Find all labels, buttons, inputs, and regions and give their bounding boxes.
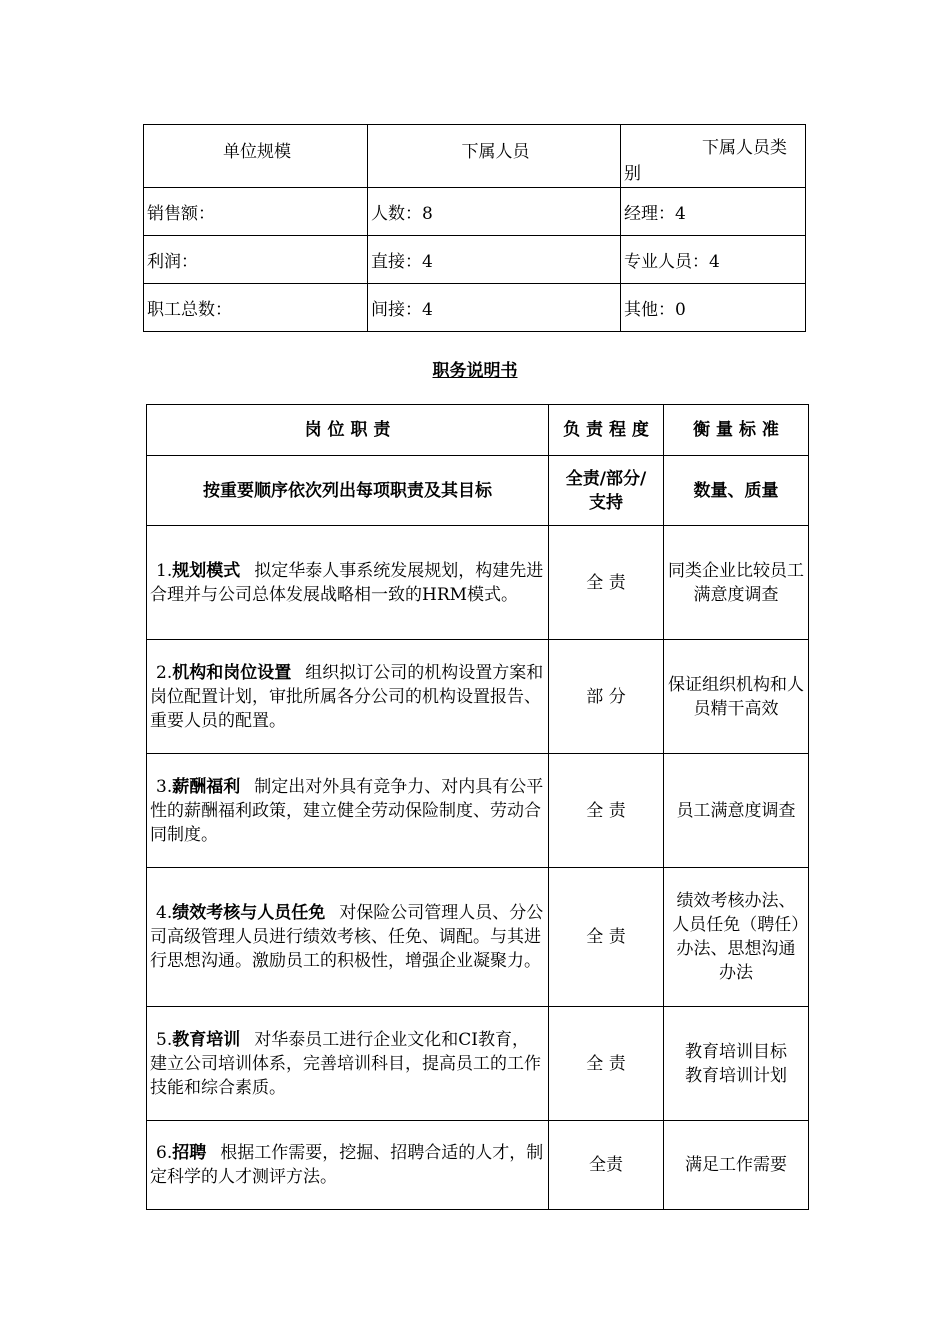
duty-text: 制定出对外具有竞争力、对内具有公平性的薪酬福利政策，建立健全劳动保险制度、劳动合同制度。 bbox=[150, 776, 544, 845]
table-row bbox=[147, 1007, 809, 1121]
duty-text: 拟定华泰人事系统发展规划，构建先进合理并与公司总体发展战略相一致的HRM模式。 bbox=[150, 560, 544, 605]
staff-summary-table bbox=[143, 124, 806, 332]
duty-table-header-row bbox=[147, 405, 809, 456]
header-duty: 岗 位 职 责 bbox=[147, 405, 549, 456]
duty-cell bbox=[147, 640, 549, 754]
responsibility-cell: 全 责 bbox=[549, 526, 664, 640]
measure-cell: 同类企业比较员工满意度调查 bbox=[664, 526, 809, 640]
duty-cell bbox=[147, 1121, 549, 1210]
measure-cell: 员工满意度调查 bbox=[664, 754, 809, 868]
duty-number: 4. bbox=[156, 903, 173, 923]
table-row bbox=[147, 754, 809, 868]
header-responsibility: 负 责 程 度 bbox=[549, 405, 664, 456]
measure-cell: 绩效考核办法、人员任免（聘任）办法、思想沟通办法 bbox=[664, 868, 809, 1007]
table-row bbox=[147, 640, 809, 754]
duty-number: 1. bbox=[156, 560, 173, 581]
subheader-duty: 按重要顺序依次列出每项职责及其目标 bbox=[147, 456, 549, 526]
duty-title: 薪酬福利 bbox=[172, 776, 241, 797]
duty-title: 绩效考核与人员任免 bbox=[172, 903, 326, 923]
staff-table-header-row bbox=[144, 125, 806, 188]
profit-cell: 利润： bbox=[144, 236, 368, 284]
duty-number: 6. bbox=[156, 1143, 173, 1163]
header-measure: 衡 量 标 准 bbox=[664, 405, 809, 456]
duty-title: 机构和岗位设置 bbox=[172, 662, 292, 683]
responsibility-cell: 全 责 bbox=[549, 754, 664, 868]
indirect-cell: 间接：4 bbox=[368, 284, 621, 332]
table-row bbox=[144, 236, 806, 284]
sales-cell: 销售额： bbox=[144, 188, 368, 236]
measure-cell: 教育培训目标教育培训计划 bbox=[664, 1007, 809, 1121]
duty-number: 5. bbox=[156, 1029, 173, 1050]
responsibility-cell: 全 责 bbox=[549, 1007, 664, 1121]
total-staff-cell: 职工总数： bbox=[144, 284, 368, 332]
table-row bbox=[147, 526, 809, 640]
duty-cell bbox=[147, 754, 549, 868]
duty-title: 招聘 bbox=[172, 1143, 207, 1163]
page-title: 职务说明书 bbox=[432, 361, 518, 381]
measure-cell: 满足工作需要 bbox=[664, 1121, 809, 1210]
header-unit-scale: 单位规模 bbox=[144, 125, 368, 188]
duty-text: 组织拟订公司的机构设置方案和岗位配置计划，审批所属各分公司的机构设置报告、重要人员的配置。 bbox=[150, 662, 544, 731]
duty-text: 对华泰员工进行企业文化和CI教育，建立公司培训体系，完善培训科目，提高员工的工作技能和综合素质。 bbox=[150, 1029, 541, 1098]
duty-cell bbox=[147, 1007, 549, 1121]
responsibility-cell: 部 分 bbox=[549, 640, 664, 754]
responsibility-cell: 全责 bbox=[549, 1121, 664, 1210]
direct-cell: 直接：4 bbox=[368, 236, 621, 284]
table-row bbox=[147, 1121, 809, 1210]
manager-cell: 经理：4 bbox=[621, 188, 806, 236]
duty-title: 教育培训 bbox=[172, 1029, 241, 1050]
header-subordinates: 下属人员 bbox=[368, 125, 621, 188]
professional-cell: 专业人员：4 bbox=[621, 236, 806, 284]
duty-title: 规划模式 bbox=[172, 560, 241, 581]
table-row bbox=[147, 868, 809, 1007]
table-row bbox=[144, 188, 806, 236]
header-subordinate-category: 下属人员类 别 bbox=[621, 125, 806, 188]
duty-table bbox=[146, 404, 809, 1210]
subheader-responsibility: 全责/部分/支持 bbox=[549, 456, 664, 526]
headcount-cell: 人数：8 bbox=[368, 188, 621, 236]
duty-number: 3. bbox=[156, 776, 173, 797]
table-row bbox=[144, 284, 806, 332]
duty-table-subheader-row bbox=[147, 456, 809, 526]
duty-cell bbox=[147, 868, 549, 1007]
responsibility-cell: 全 责 bbox=[549, 868, 664, 1007]
subheader-measure: 数量、质量 bbox=[664, 456, 809, 526]
other-cell: 其他：0 bbox=[621, 284, 806, 332]
duty-cell bbox=[147, 526, 549, 640]
measure-cell: 保证组织机构和人员精干高效 bbox=[664, 640, 809, 754]
duty-number: 2. bbox=[156, 662, 173, 683]
duty-text: 对保险公司管理人员、分公司高级管理人员进行绩效考核、任免、调配。与其进行思想沟通。激励员工的积极性，增强企业凝聚力。 bbox=[150, 903, 544, 971]
duty-text: 根据工作需要，挖掘、招聘合适的人才，制定科学的人才测评方法。 bbox=[150, 1143, 544, 1187]
